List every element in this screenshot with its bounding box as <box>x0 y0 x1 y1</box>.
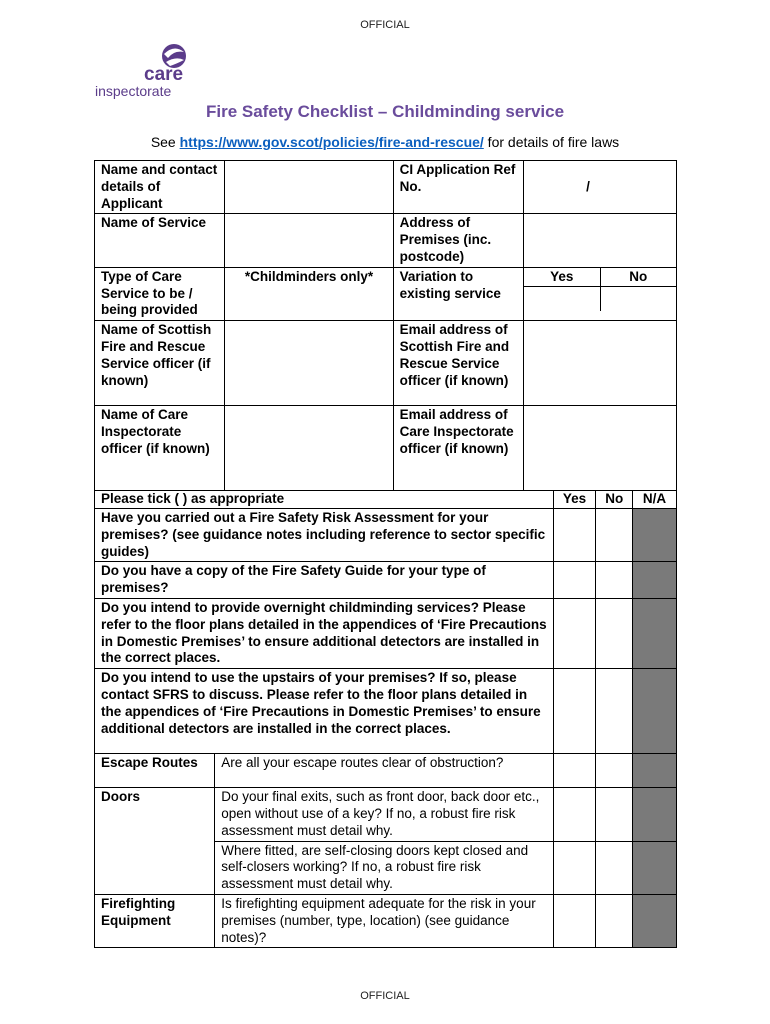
col-na-header: N/A <box>633 491 677 509</box>
care-inspectorate-logo <box>94 42 194 102</box>
ref-value[interactable] <box>524 161 677 214</box>
official-marking-bottom: OFFICIAL <box>360 990 410 1002</box>
escape-routes-question: Are all your escape routes clear of obstruction? <box>215 754 553 788</box>
checklist-table <box>94 160 677 948</box>
address-input[interactable] <box>524 214 677 267</box>
answer-na-shaded <box>633 754 677 788</box>
sfrs-email-label: Email address of Scottish Fire and Rescue Service officer (if known) <box>393 321 523 406</box>
ref-slash: / <box>586 178 590 194</box>
answer-yes[interactable] <box>553 894 596 947</box>
official-marking-top: OFFICIAL <box>360 19 410 31</box>
doors-question-self-closing: Where fitted, are self-closing doors kept closed and self-closers working? If no, a robust fire risk assessment must detail why. <box>215 841 553 894</box>
care-type-label: Type of Care Service to be / being provided <box>95 267 225 320</box>
answer-yes[interactable] <box>553 788 596 841</box>
firefighting-label: Firefighting Equipment <box>95 894 215 947</box>
firefighting-question: Is firefighting equipment adequate for the risk in your premises (number, type, location) (see guidance notes)? <box>215 894 553 947</box>
logo-word-care: care <box>144 64 184 85</box>
logo-word-inspectorate: inspectorate <box>95 83 172 99</box>
answer-na-shaded <box>633 894 677 947</box>
variation-yes-label: Yes <box>550 268 574 284</box>
ci-officer-input[interactable] <box>225 406 393 491</box>
note-suffix: for details of fire laws <box>483 134 620 150</box>
ci-officer-label: Name of Care Inspectorate officer (if known) <box>95 406 225 491</box>
answer-no[interactable] <box>596 598 633 668</box>
sfrs-officer-input[interactable] <box>225 321 393 406</box>
col-yes-header: Yes <box>553 491 596 509</box>
care-type-value: *Childminders only* <box>225 267 393 320</box>
answer-yes[interactable] <box>553 669 596 754</box>
variation-no-label: No <box>600 268 676 286</box>
service-input[interactable] <box>225 214 393 267</box>
question-overnight: Do you intend to provide overnight childminding services? Please refer to the floor plans detailed in the appendices of ‘Fire Precautions in Domestic Premises’ to ensure additional detectors are installed in the correct places. <box>95 598 554 668</box>
answer-no[interactable] <box>596 754 633 788</box>
answer-no[interactable] <box>596 841 633 894</box>
answer-na-shaded <box>633 788 677 841</box>
answer-no[interactable] <box>596 669 633 754</box>
page-title: Fire Safety Checklist – Childminding service <box>205 102 565 121</box>
tick-instruction: Please tick ( ) as appropriate <box>95 491 554 509</box>
ci-email-input[interactable] <box>524 406 677 491</box>
question-risk-assessment: Have you carried out a Fire Safety Risk Assessment for your premises? (see guidance notes including reference to sector specific guides) <box>95 508 554 561</box>
answer-no[interactable] <box>596 894 633 947</box>
note-prefix: See <box>150 134 180 150</box>
applicant-input[interactable] <box>225 161 393 214</box>
doors-question-final-exits: Do your final exits, such as front door, back door etc., open without use of a key? If no, a robust fire risk assessment must detail why. <box>215 788 553 841</box>
escape-routes-label: Escape Routes <box>95 754 215 788</box>
answer-na-shaded <box>633 598 677 668</box>
address-label: Address of Premises (inc. postcode) <box>393 214 523 267</box>
variation-yes-box[interactable] <box>524 286 600 311</box>
doors-label: Doors <box>95 788 215 895</box>
answer-na-shaded <box>633 508 677 561</box>
sfrs-email-input[interactable] <box>524 321 677 406</box>
answer-na-shaded <box>633 669 677 754</box>
question-upstairs: Do you intend to use the upstairs of your premises? If so, please contact SFRS to discuss. Please refer to the floor plans detailed in the appendices of ‘Fire Precautions in Domestic Premises’ to ensure additional detectors are installed in the correct places. <box>95 669 554 754</box>
answer-yes[interactable] <box>553 841 596 894</box>
question-safety-guide: Do you have a copy of the Fire Safety Guide for your type of premises? <box>95 562 554 599</box>
answer-yes[interactable] <box>553 562 596 599</box>
variation-options <box>524 267 677 320</box>
answer-na-shaded <box>633 562 677 599</box>
col-no-header: No <box>596 491 633 509</box>
answer-no[interactable] <box>596 562 633 599</box>
variation-label: Variation to existing service <box>393 267 523 320</box>
answer-na-shaded <box>633 841 677 894</box>
fire-rescue-link[interactable]: https://www.gov.scot/policies/fire-and-rescue/ <box>179 134 484 150</box>
sfrs-officer-label: Name of Scottish Fire and Rescue Service officer (if known) <box>95 321 225 406</box>
answer-no[interactable] <box>596 788 633 841</box>
answer-yes[interactable] <box>553 754 596 788</box>
variation-no-box[interactable] <box>600 286 676 311</box>
answer-yes[interactable] <box>553 508 596 561</box>
fire-law-note <box>0 134 770 150</box>
ci-email-label: Email address of Care Inspectorate officer (if known) <box>393 406 523 491</box>
answer-no[interactable] <box>596 508 633 561</box>
service-label: Name of Service <box>95 214 225 267</box>
ref-label: CI Application Ref No. <box>393 161 523 214</box>
applicant-label: Name and contact details of Applicant <box>95 161 225 214</box>
answer-yes[interactable] <box>553 598 596 668</box>
